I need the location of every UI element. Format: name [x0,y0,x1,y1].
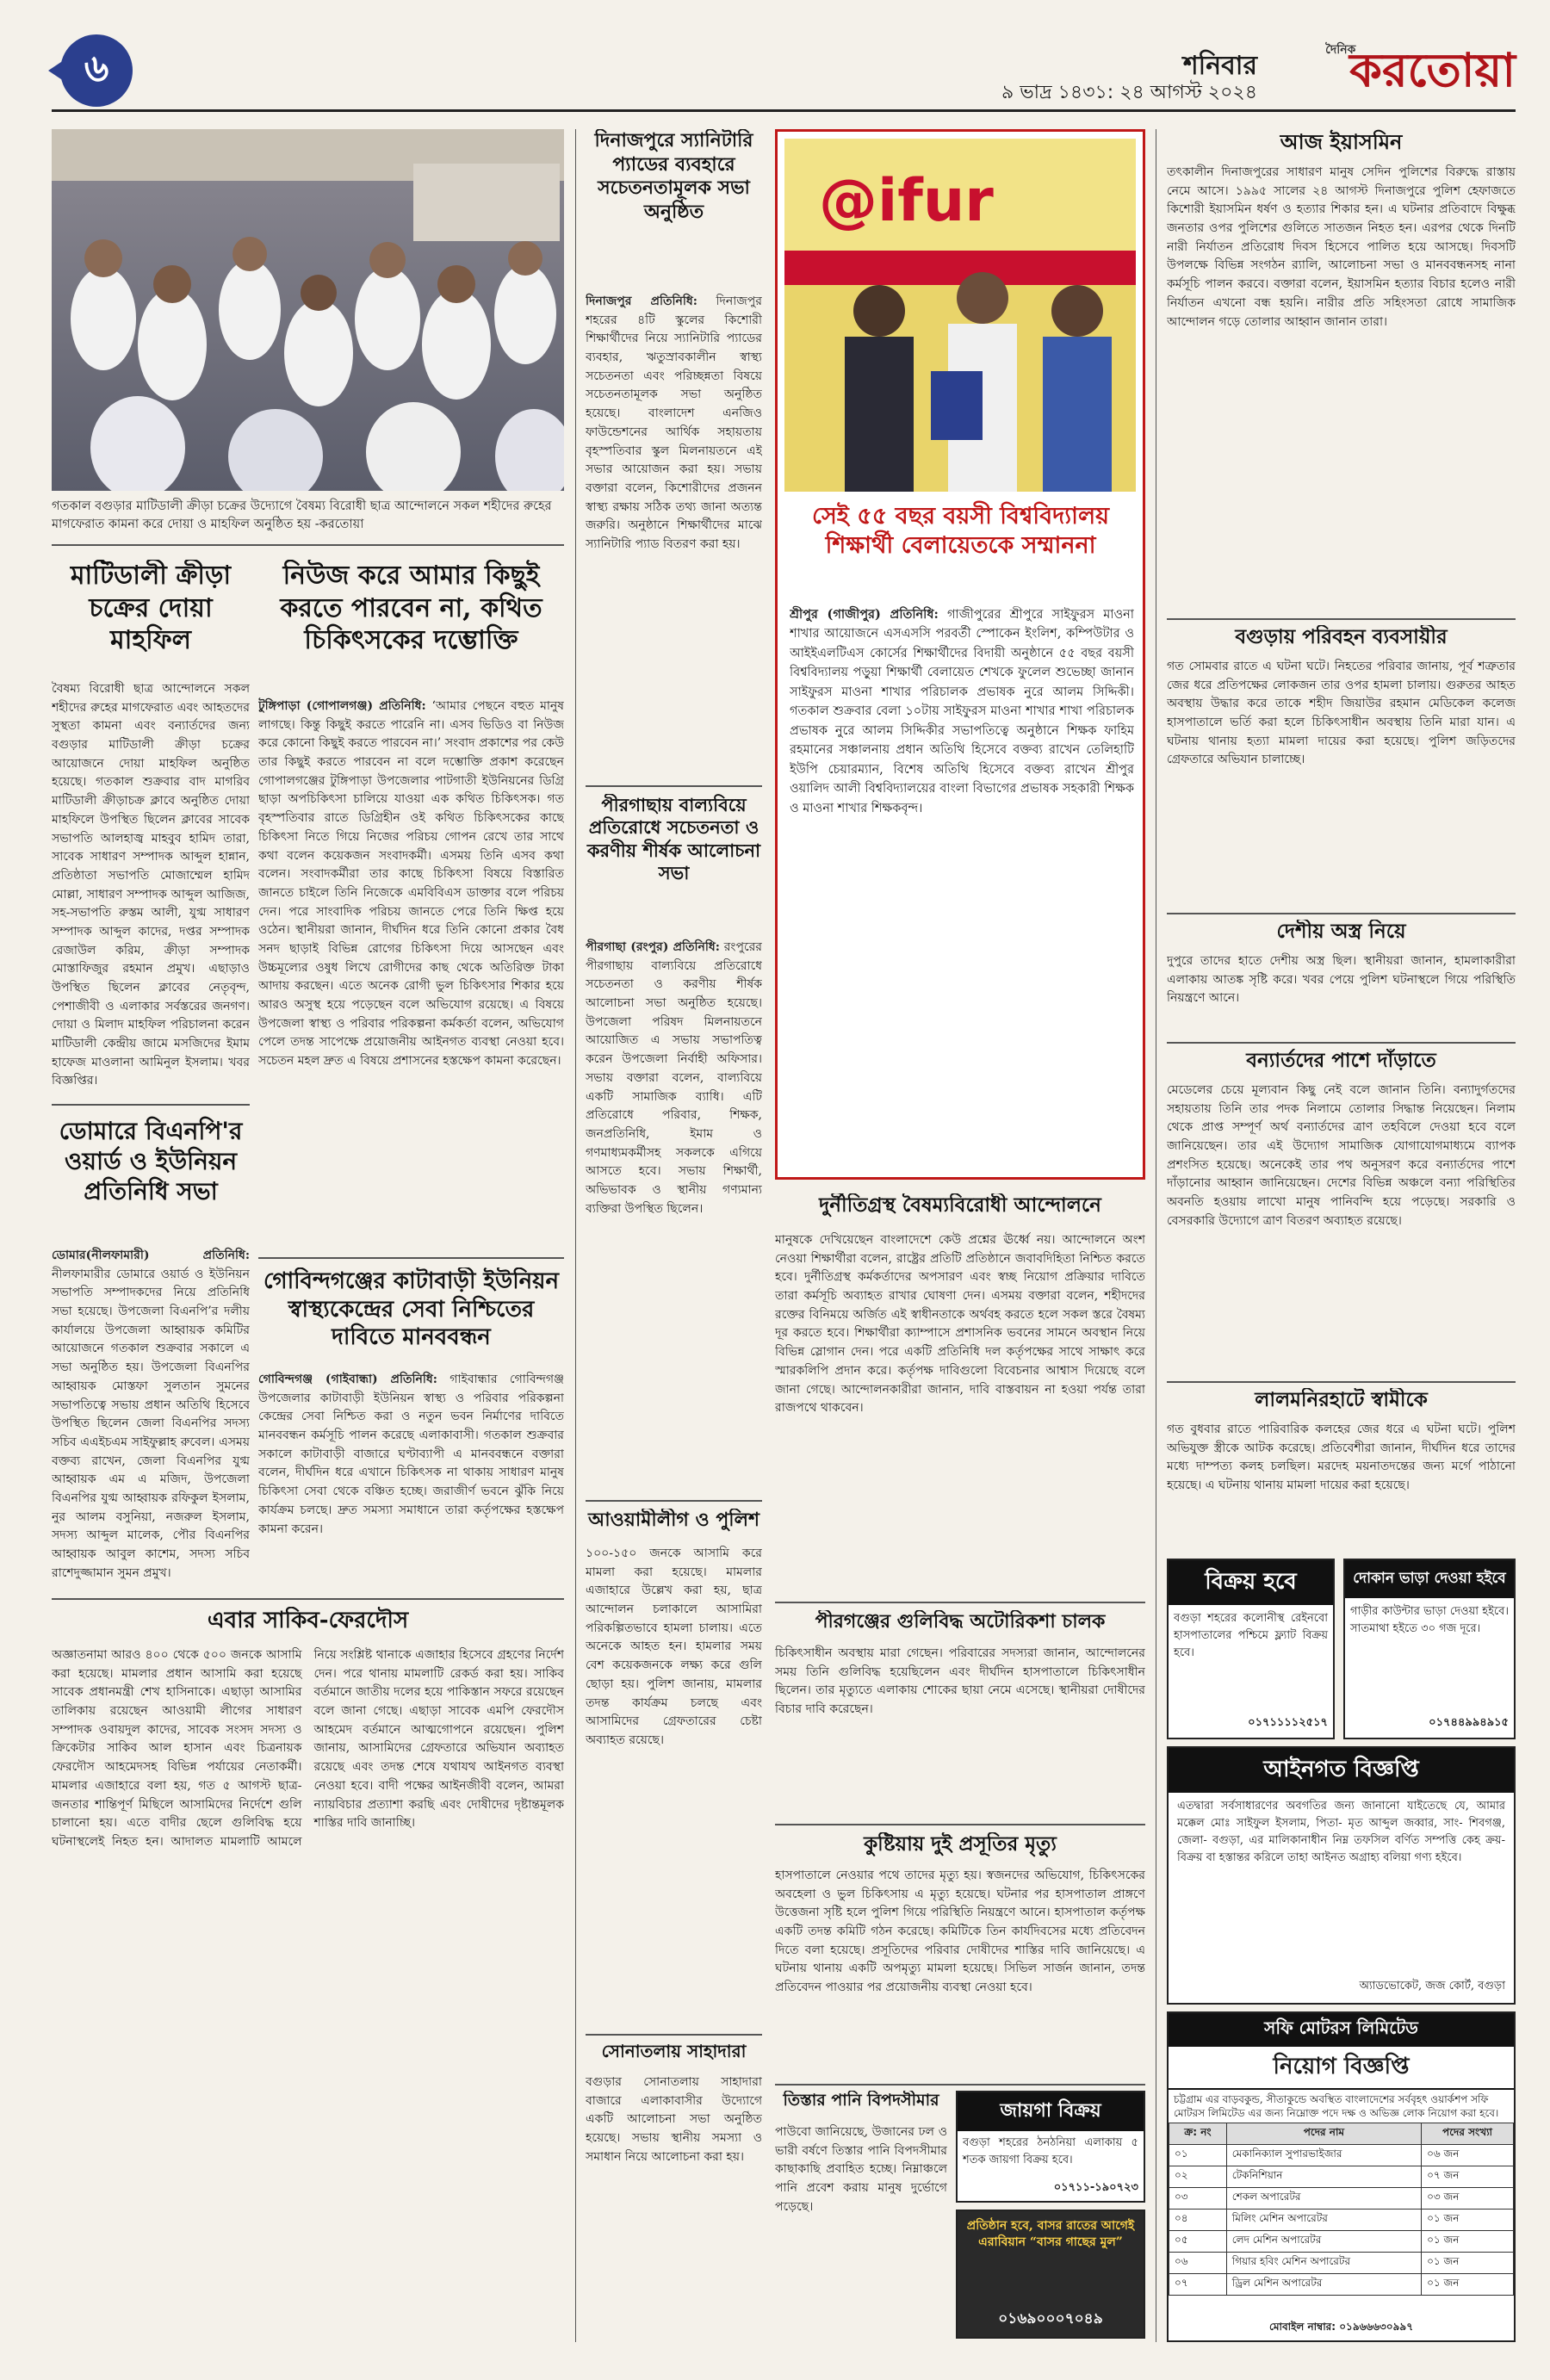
deshio-headline: দেশীয় অস্ত্র নিয়ে [1276,920,1406,943]
matidali-body: বৈষম্য বিরোধী ছাত্র আন্দোলনে সকল শহীদের রুহের মাগফেরাত এবং আহতদের সুস্থতা কামনা এবং বন্যার্তদের জন্য বগুড়ার মাটিডালী ক্রীড়া চক্রের আয়োজনে দোয়া মাহফিল অনুষ্ঠিত হয়েছে। গতকাল শুক্রবার বাদ মাগরিব মাটিডালী ক্রীড়াচক্র ক্লাবে অনুষ্ঠিত দোয়া মাহফিলে উপস্থিত ছিলেন ক্লাবের সাবেক সভাপতি আলহাজ্ব মাহবুব হামিদ তারা, সাবেক সাধারণ সম্পাদক আব্দুল হান্নান, প্রতিষ্ঠাতা সভাপতি মোজাম্মেল হামিদ মোল্লা, সাধারণ সম্পাদক আব্দুল আজিজ, সহ-সভাপতি রুস্তম আলী, যুগ্ম সাধারণ সম্পাদক আব্দুল কাদের, দপ্তর সম্পাদক রেজাউল করিম, ক্রীড়া সম্পাদক মোস্তাফিজুর রহমান প্রমুখ। এছাড়াও উপস্থিত ছিলেন ক্লাবের নেতৃবৃন্দ, পেশাজীবী ও এলাকার সর্বস্তরের জনগণ। দোয়া ও মিলাদ মাহফিল পরিচালনা করেন মাটিডালী কেন্দ্রীয় জামে মসজিদের ইমাম হাফেজ মাওলানা আমিনুল ইসলাম। খবর বিজ্ঞপ্তির। [52,682,250,1088]
dinajpur-text: দিনাজপুর শহরের ৪টি স্কুলের কিশোরী শিক্ষার্থীদের নিয়ে স্যানিটারি প্যাডের ব্যবহার, ঋতুস্রাবকালীন স্বাস্থ্য সচেতনতা এবং পরিচ্ছন্নতা বিষয়ে সচেতনতামূলক সভা অনুষ্ঠিত হয়েছে। বাংলাদেশ এনজিও ফাউন্ডেশনের আর্থিক সহায়তায় বৃহস্পতিবার স্কুল মিলনায়তনে এই সভার আয়োজন করা হয়। সভায় বক্তারা বলেন, কিশোরীদের প্রজনন স্বাস্থ্য রক্ষায় সঠিক তথ্য জানা অত্যন্ত জরুরি। অনুষ্ঠানে শিক্ষার্থীদের মাঝে স্যানিটারি প্যাড বিতরণ করা হয়। [586,294,762,551]
table-cell: ০৩ [1169,2188,1227,2210]
sale-ad [1167,1559,1335,1739]
prayer-photo [52,129,564,491]
job-ad-title: নিয়োগ বিজ্ঞপ্তি [1169,2047,1514,2090]
legal-notice [1167,1746,1516,2005]
pirganj-headline: পীরগঞ্জের গুলিবিদ্ধ অটোরিকশা চালক [815,1610,1106,1633]
matidali-headline: মাটিডালী ক্রীড়া চক্রের দোয়া মাহফিল [70,561,232,655]
lalmonirhat-body: গত বুধবার রাতে পারিবারিক কলহের জের ধরে এ ঘটনা ঘটে। পুলিশ অভিযুক্ত স্ত্রীকে আটক করেছে। প্রতিবেশীরা জানান, দীর্ঘদিন ধরে তাদের মধ্যে দাম্পত্য কলহ চলছিল। মরদেহ ময়নাতদন্তের জন্য মর্গে পাঠানো হয়েছে। এ ঘটনায় থানায় মামলা দায়ের করা হয়েছে। [1167,1422,1516,1493]
rent-ad [1343,1559,1516,1739]
logo-prefix: দৈনিক [1325,43,1356,57]
job-ad [1167,2011,1516,2342]
page-number: ৬ [60,34,133,107]
job-table [1169,2123,1514,2296]
table-cell: মিলিং মেশিন অপারেটর [1226,2210,1421,2231]
dinajpur-dateline: দিনাজপুর প্রতিনিধি: [586,294,698,308]
islam-body: তৎকালীন দিনাজপুরের সাধারণ মানুষ সেদিন পুলিশের বিরুদ্ধে রাস্তায় নেমে আসে। ১৯৯৫ সালের ২৪ আগস্ট দিনাজপুরে পুলিশ হেফাজতে কিশোরী ইয়াসমিন ধর্ষণ ও হত্যার শিকার হন। এ ঘটনার প্রতিবাদে বিক্ষুব্ধ জনতার ওপর পুলিশের গুলিতে সাতজন নিহত হন। এরপর থেকে দিনটি নারী নির্যাতন প্রতিরোধ দিবস হিসেবে পালিত হয়ে আসছে। দিবসটি উপলক্ষে বিভিন্ন সংগঠন র‌্যালি, আলোচনা সভা ও মানববন্ধনসহ নানা কর্মসূচি পালন করবে। বক্তারা বলেন, ইয়াসমিন হত্যার বিচার হলেও নারী নির্যাতন এখনো বন্ধ হয়নি। নারীর প্রতি সহিংসতা রোধে সামাজিক আন্দোলন গড়ে তোলার আহ্বান জানান তারা। [1167,165,1516,329]
table-cell: ০৩ জন [1422,2188,1514,2210]
news-text: ‘আমার পেছনে বহুত মানুষ লাগছে। কিন্তু কিছুই করতে পারেনি না। এসব ভিডিও বা নিউজ করে কোনো কিছুই করতে পারবেন না।’ সংবাদ প্রকাশের পর কেউ তার কিছুই করতে পারবেন না বলে দম্ভোক্তি প্রকাশ করেছেন গোপালগঞ্জের টুঙ্গিপাড়া উপজেলার পাটগাতী ইউনিয়নের ডিগ্রি ছাড়া অপচিকিৎসা চালিয়ে যাওয়া এক কথিত চিকিৎসক। গত বৃহস্পতিবার রাতে ডিগ্রিহীন ওই কথিত চিকিৎসকের কাছে চিকিৎসা নিতে গিয়ে নিজের পরিচয় গোপন রেখে তার সাথে কথা বলেন কয়েকজন সংবাদকর্মী। এসময় তিনি এসব কথা বলেন। সংবাদকর্মীরা তার কাছে চিকিৎসা বিষয়ে বিস্তারিত জানতে চাইলে তিনি নিজেকে এমবিবিএস ডাক্তার বলে পরিচয় দেন। পরে সাংবাদিক পরিচয় জানতে পেরে তিনি ক্ষিপ্ত হয়ে ওঠেন। স্থানীয়রা জানান, দীর্ঘদিন ধরে তিনি কোনো প্রকার বৈধ সনদ ছাড়াই বিভিন্ন রোগের চিকিৎসা দিয়ে আসছেন এবং উচ্চমূল্যের ওষুধ লিখে রোগীদের কাছ থেকে অতিরিক্ত টাকা আদায় করছেন। এতে অনেক রোগী ভুল চিকিৎসার শিকার হয়ে আরও অসুস্থ হয়ে পড়েছেন বলে অভিযোগ রয়েছে। এ বিষয়ে উপজেলা স্বাস্থ্য ও পরিবার পরিকল্পনা কর্মকর্তা বলেন, অভিযোগ পেলে তদন্ত সাপেক্ষে প্রয়োজনীয় আইনগত ব্যবস্থা নেওয়া হবে। সচেতন মহল দ্রুত এ বিষয়ে প্রশাসনের হস্তক্ষেপ কামনা করেছেন। [258,699,564,1069]
pirgachha-headline: পীরগাছায় বাল্যবিয়ে প্রতিরোধে সচেতনতা ও করণীয় শীর্ষক আলোচনা সভা [586,794,761,883]
sonatola-body: বগুড়ার সোনাতলায় সাহাদারা বাজারে এলাকাবাসীর উদ্যোগে একটি আলোচনা সভা অনুষ্ঠিত হয়েছে। সভায় স্থানীয় সমস্যা ও সমাধান নিয়ে আলোচনা করা হয়। [586,2075,762,2164]
durnity-headline: দুর্নীতিগ্রস্থ বৈষম্যবিরোধী আন্দোলনে [819,1193,1101,1217]
sakib-body: অজ্ঞাতনামা আরও ৪০০ থেকে ৫০০ জনকে আসামি করা হয়েছে। মামলার প্রধান আসামি করা হয়েছে সাবেক প্রধানমন্ত্রী শেখ হাসিনাকে। এছাড়া আসামির তালিকায় রয়েছেন আওয়ামী লীগের সাধারণ সম্পাদক ওবায়দুল কাদের, সাবেক সংসদ সদস্য ও ক্রিকেটার সাকিব আল হাসান এবং চিত্রনায়ক ফেরদৌস আহমেদসহ বিভিন্ন পর্যায়ের নেতাকর্মী। মামলার এজাহারে বলা হয়, গত ৫ আগস্ট ছাত্র-জনতার শান্তিপূর্ণ মিছিলে আসামিদের নির্দেশে গুলি চালানো হয়। এতে বাদীর ছেলে গুলিবিদ্ধ হয়ে ঘটনাস্থলেই নিহত হন। আদালত মামলাটি আমলে নিয়ে সংশ্লিষ্ট থানাকে এজাহার হিসেবে গ্রহণের নির্দেশ দেন। পরে থানায় মামলাটি রেকর্ড করা হয়। সাকিব বর্তমানে জাতীয় দলের হয়ে পাকিস্তান সফরে রয়েছেন বলে জানা গেছে। এছাড়া সাবেক এমপি ফেরদৌস আহমেদ বর্তমানে আত্মগোপনে রয়েছেন। পুলিশ জানায়, আসামিদের গ্রেফতারে অভিযান অব্যাহত রয়েছে এবং তদন্ত শেষে যথাযথ আইনগত ব্যবস্থা নেওয়া হবে। বাদী পক্ষের আইনজীবী বলেন, আমরা ন্যায়বিচার প্রত্যাশা করছি এবং দোষীদের দৃষ্টান্তমূলক শাস্তির দাবি জানাচ্ছি। [52,1648,564,1849]
legal-notice-signature: অ্যাডভোকেট, জজ কোর্ট, বগুড়া [1359,1980,1505,1993]
job-col-post: পদের নাম [1226,2123,1421,2145]
logo-text: করতোয়া [1349,42,1516,97]
awami-police-headline: আওয়ামীলীগ ও পুলিশ [588,1509,760,1531]
table-cell: ০৫ [1169,2231,1227,2253]
teesta-headline: তিস্তার পানি বিপদসীমার [783,2091,939,2110]
table-cell: গিয়ার হবিং মেশিন অপারেটর [1226,2253,1421,2274]
table-row [1169,2231,1514,2253]
sreepur-dateline: শ্রীপুর (গাজীপুর) প্রতিনিধি: [790,607,939,622]
dinajpur-headline: দিনাজপুরে স্যানিটারি প্যাডের ব্যবহারে সচেতনতামূলক সভা অনুষ্ঠিত [594,129,753,223]
table-row [1169,2274,1514,2296]
news-dateline: টুঙ্গিপাড়া (গোপালগঞ্জ) প্রতিনিধি: [258,699,426,713]
teesta-body: পাউবো জানিয়েছে, উজানের ঢল ও ভারী বর্ষণে তিস্তার পানি বিপদসীমার কাছাকাছি প্রবাহিত হচ্ছে। নিম্নাঞ্চলে পানি প্রবেশ করায় মানুষ দুর্ভোগে পড়েছে। [775,2125,947,2214]
table-cell: ০৭ [1169,2274,1227,2296]
bogura-transport-body: গত সোমবার রাতে এ ঘটনা ঘটে। নিহতের পরিবার জানায়, পূর্ব শত্রুতার জের ধরে প্রতিপক্ষের লোকজন তার ওপর হামলা চালায়। গুরুতর আহত অবস্থায় উদ্ধার করে তাকে শহীদ জিয়াউর রহমান মেডিকেল কলেজ হাসপাতালে ভর্তি করা হলে চিকিৎসাধীন অবস্থায় তিনি মারা যান। এ ঘটনায় থানায় হত্যা মামলা দায়ের করা হয়েছে। পুলিশ জড়িতদের গ্রেফতারে অভিযান চালাচ্ছে। [1167,660,1516,767]
land-sale-title: জায়গা বিক্রয় [958,2092,1144,2131]
kushtia-body: হাসপাতালে নেওয়ার পথে তাদের মৃত্যু হয়। স্বজনদের অভিযোগ, চিকিৎসকের অবহেলা ও ভুল চিকিৎসায় এ মৃত্যু হয়েছে। ঘটনার পর হাসপাতাল প্রাঙ্গণে উত্তেজনা সৃষ্টি হলে পুলিশ গিয়ে পরিস্থিতি নিয়ন্ত্রণে আনে। হাসপাতাল কর্তৃপক্ষ একটি তদন্ত কমিটি গঠন করেছে। কমিটিকে তিন কার্যদিবসের মধ্যে প্রতিবেদন দিতে বলা হয়েছে। প্রসূতিদের পরিবার দোষীদের শাস্তির দাবি জানিয়েছে। এ ঘটনায় থানায় একটি অপমৃত্যু মামলা হয়েছে। সিভিল সার্জন জানান, তদন্ত প্রতিবেদন পাওয়ার পর প্রয়োজনীয় ব্যবস্থা নেওয়া হবে। [775,1869,1145,1995]
legal-notice-body: এতদ্বারা সর্বসাধারণের অবগতির জন্য জানানো যাইতেছে যে, আমার মক্কেল মোঃ সাইফুল ইসলাম, পিতা- মৃত আব্দুল জব্বার, সাং- শিবগঞ্জ, জেলা- বগুড়া, এর মালিকানাধীন নিম্ন তফসিল বর্ণিত সম্পত্তি কেহ ক্রয়-বিক্রয় বা হস্তান্তর করিলে তাহা আইনত অগ্রাহ্য বলিয়া গণ্য হইবে। [1177,1800,1505,1865]
gobindaganj-text: গাইবান্ধার গোবিন্দগঞ্জ উপজেলার কাটাবাড়ী ইউনিয়ন স্বাস্থ্য ও পরিবার পরিকল্পনা কেন্দ্রের সেবা নিশ্চিত করা ও নতুন ভবন নির্মাণের দাবিতে মানববন্ধন কর্মসূচি পালন করেছে এলাকাবাসী। গতকাল শুক্রবার সকালে কাটাবাড়ী বাজারে ঘণ্টাব্যাপী এ মানববন্ধনে বক্তারা বলেন, দীর্ঘদিন ধরে এখানে চিকিৎসক না থাকায় সাধারণ মানুষ চিকিৎসা সেবা থেকে বঞ্চিত হচ্ছে। জরাজীর্ণ ভবনে ঝুঁকি নিয়ে কার্যক্রম চলছে। দ্রুত সমস্যা সমাধানে তারা কর্তৃপক্ষের হস্তক্ষেপ কামনা করেন। [258,1373,564,1536]
legal-notice-title: আইনগত বিজ্ঞপ্তি [1169,1748,1514,1793]
pirgachha-body [586,939,762,1584]
bottom-ad-phone: ০১৬৯০০০৭০৪৯ [998,2310,1103,2327]
land-sale-phone: ০১৭১১-১৯০৭২৩ [1053,2181,1138,2194]
domar-dateline: ডোমার(নীলফামারী) প্রতিনিধি: [52,1249,250,1262]
rent-ad-title: দোকান ভাড়া দেওয়া হইবে [1345,1560,1514,1598]
dinajpur-body [586,293,762,775]
masthead [52,34,1516,112]
table-row [1169,2188,1514,2210]
prayer-photo-caption: গতকাল বগুড়ার মাটিডালী ক্রীড়া চক্রের উদ্যোগে বৈষম্য বিরোধী ছাত্র আন্দোলনে সকল শহীদের রুহের মাগফেরাত কামনা করে দোয়া ও মাহফিল অনুষ্ঠিত হয় -করতোয়া [52,499,552,532]
header-date: ৯ ভাদ্র ১৪৩১: ২৪ আগস্ট ২০২৪ [1001,82,1257,103]
deshio-body: দুপুরে তাদের হাতে দেশীয় অস্ত্র ছিল। স্থানীয়রা জানান, হামলাকারীরা এলাকায় আতঙ্ক সৃষ্টি করে। খবর পেয়ে পুলিশ ঘটনাস্থলে গিয়ে পরিস্থিতি নিয়ন্ত্রণে আনে। [1167,954,1516,1006]
newspaper-logo [1325,34,1516,112]
job-ad-contact: মোবাইল নাম্বার: ০১৯৬৬৬৩০৯৯৭ [1268,2321,1414,2333]
rent-ad-phone: ০১৭৪৪৯৯৪৯১৫ [1429,1716,1509,1729]
table-row [1169,2145,1514,2166]
sonatola-headline: সোনাতলায় সাহাদারা [601,2041,747,2061]
table-cell: ০১ জন [1422,2210,1514,2231]
sale-ad-body: বগুড়া শহরের কলোনীস্থ রেইনবো হাসপাতালের পশ্চিমে ফ্ল্যাট বিক্রয় হবে। [1174,1612,1328,1660]
table-cell: ০৬ [1169,2253,1227,2274]
domar-text: নীলফামারীর ডোমারে ওয়ার্ড ও ইউনিয়ন সভাপতি সম্পাদকদের নিয়ে প্রতিনিধি সভা হয়েছে। উপজেলা বিএনপি’র দলীয় কার্যালয়ে উপজেলা আহ্বায়ক কমিটির আয়োজনে গতকাল শুক্রবার সকালে এ সভা অনুষ্ঠিত হয়। উপজেলা বিএনপির আহ্বায়ক মোস্তফা সুলতান সুমনের সভাপতিত্বে সভায় প্রধান অতিথি হিসেবে উপস্থিত ছিলেন জেলা বিএনপির সদস্য সচিব এএইচএম সাইফুল্লাহ রুবেল। এসময় বক্তব্য রাখেন, জেলা বিএনপির যুগ্ম আহ্বায়ক এম এ মজিদ, উপজেলা বিএনপির যুগ্ম আহ্বায়ক রফিকুল ইসলাম, নুর আলম বসুনিয়া, নজরুল ইসলাম, সদস্য আব্দুল মালেক, পৌর বিএনপির আহ্বায়ক আবুল কাশেম, সদস্য সচিব রাশেদুজ্জামান সুমন প্রমুখ। [52,1267,250,1580]
flood-body: মেডেলের চেয়ে মূল্যবান কিছু নেই বলে জানান তিনি। বন্যাদুর্গতদের সহায়তায় তিনি তার পদক নিলামে তোলার সিদ্ধান্ত নিয়েছেন। নিলাম থেকে প্রাপ্ত সম্পূর্ণ অর্থ বন্যার্তদের ত্রাণ তহবিলে দেওয়া হবে বলে জানিয়েছেন। তার এই উদ্যোগ সামাজিক যোগাযোগমাধ্যমে ব্যাপক প্রশংসিত হয়েছে। অনেকেই তার পথ অনুসরণ করে বন্যার্তদের পাশে দাঁড়ানোর আহ্বান জানিয়েছেন। দেশের বিভিন্ন অঞ্চলে বন্যা পরিস্থিতির অবনতি হওয়ায় লাখো মানুষ পানিবন্দি হয়ে পড়েছে। সরকারি ও বেসরকারি উদ্যোগে ত্রাণ বিতরণ অব্যাহত রয়েছে। [1167,1083,1516,1228]
islam-headline: আজ ইয়াসমিন [1280,129,1403,154]
sreepur-story-box [775,129,1145,1180]
table-cell: শেকল অপারেটর [1226,2188,1421,2210]
table-cell: টেকনিশিয়ান [1226,2166,1421,2188]
sreepur-headline: সেই ৫৫ বছর বয়সী বিশ্ববিদ্যালয় শিক্ষার্থী বেলায়েতকে সম্মাননা [812,503,1109,559]
svg-text:@ifur: @ifur [819,167,994,235]
bottom-ad [956,2210,1145,2339]
domar-body [52,1247,250,1591]
table-cell: লেদ মেশিন অপারেটর [1226,2231,1421,2253]
gobindaganj-body [258,1371,564,1586]
durnity-body: মানুষকে দেখিয়েছেন বাংলাদেশে কেউ প্রশ্নের ঊর্ধ্বে নয়। আন্দোলনে অংশ নেওয়া শিক্ষার্থীরা বলেন, রাষ্ট্রের প্রতিটি প্রতিষ্ঠানে জবাবদিহিতা নিশ্চিত করতে হবে। দুর্নীতিগ্রস্থ কর্মকর্তাদের অপসারণ এবং স্বচ্ছ নিয়োগ প্রক্রিয়ার দাবিতে তারা কর্মসূচি অব্যাহত রাখার ঘোষণা দেন। এসময় বক্তারা বলেন, শহীদদের রক্তের বিনিময়ে অর্জিত এই স্বাধীনতাকে অর্থবহ করতে হলে সকল স্তরে বৈষম্য দূর করতে হবে। শিক্ষার্থীরা ক্যাম্পাসে প্রশাসনিক ভবনের সামনে অবস্থান নিয়ে বিভিন্ন স্লোগান দেন। পরে একটি প্রতিনিধি দল কর্তৃপক্ষের সাথে সাক্ষাৎ করে স্মারকলিপি প্রদান করে। কর্তৃপক্ষ দাবিগুলো বিবেচনার আশ্বাস দিয়েছে বলে জানা গেছে। আন্দোলনকারীরা জানান, দাবি বাস্তবায়ন না হওয়া পর্যন্ত তারা রাজপথে থাকবেন। [775,1233,1145,1416]
table-cell: ০১ [1169,2145,1227,2166]
pirgachha-dateline: পীরগাছা (রংপুর) প্রতিনিধি: [586,940,720,954]
sreepur-photo [784,139,1136,492]
table-cell: ০৬ জন [1422,2145,1514,2166]
land-sale-ad [956,2091,1145,2203]
award-photo-illustration [784,139,1136,492]
sale-ad-phone: ০১৭১১১১২৫১৭ [1248,1716,1328,1729]
sale-ad-title: বিক্রয় হবে [1169,1560,1333,1605]
flood-headline: বন্যার্তদের পাশে দাঁড়াতে [1246,1049,1436,1072]
table-cell: ড্রিল মেশিন অপারেটর [1226,2274,1421,2296]
table-cell: ০২ [1169,2166,1227,2188]
bottom-ad-title: প্রতিষ্ঠান হবে, বাসর রাতের আগেই এরাবিয়ান “বাসর গাছের মুল” [966,2219,1135,2249]
sreepur-text: গাজীপুরের শ্রীপুরে সাইফুরস মাওনা শাখার আয়োজনে এসএসসি পরবর্তী স্পোকেন ইংলিশ, কম্পিউটার ও আইইএলটিএস কোর্সের শিক্ষার্থীদের বিদায়ী অনুষ্ঠানে ৫৫ বছর বয়সী বিশ্ববিদ্যালয় পড়ুয়া শিক্ষার্থী বেলায়েত শেখকে ফুলেল শুভেচ্ছা জানান সাইফুরস মাওনা শাখার পরিচালক প্রভাষক নুরে আলম সিদ্দিকী। গতকাল শুক্রবার বেলা ১০টায় সাইফুরস মাওনা শাখার শাখা পরিচালক প্রভাষক নুরে আলম সিদ্দিকীর সভাপতিত্বে অনুষ্ঠানে শিক্ষক ফাহিম রহমানের সঞ্চালনায় প্রধান অতিথি হিসেবে বক্তব্য রাখেন তেলিহাটি ইউপি চেয়ারম্যান, বিশেষ অতিথি হিসেবে বক্তব্য রাখেন শ্রীপুর ওয়ালিদ আলী বিশ্ববিদ্যালয়ের বাংলা বিভাগের প্রভাষক সহকারী শিক্ষক ও মাওনা শাখার শিক্ষকবৃন্দ। [790,608,1134,815]
job-col-count: পদের সংখ্যা [1422,2123,1514,2145]
kushtia-headline: কুষ্টিয়ায় দুই প্রসূতির মৃত্যু [864,1832,1057,1856]
table-cell: ০৪ [1169,2210,1227,2231]
lalmonirhat-headline: লালমনিরহাটে স্বামীকে [1255,1388,1428,1411]
awami-police-body: ১০০-১৫০ জনকে আসামি করে মামলা করা হয়েছে। মামলার এজাহারে উল্লেখ করা হয়, ছাত্র আন্দোলন চলাকালে আসামিরা পরিকল্পিতভাবে হামলা চালায়। এতে অনেকে আহত হন। হামলার সময় বেশ কয়েকজনকে লক্ষ্য করে গুলি ছোড়া হয়। পুলিশ জানায়, মামলার তদন্ত কার্যক্রম চলছে এবং আসামিদের গ্রেফতারের চেষ্টা অব্যাহত রয়েছে। [586,1546,762,1747]
job-ad-company: সফি মোটরস লিমিটেড [1169,2013,1514,2047]
table-row [1169,2166,1514,2188]
prayer-photo-illustration [52,129,564,491]
job-ad-intro: চট্টগ্রাম এর বাড়বকুন্ড, সীতাকুন্ডে অবস্থিত বাংলাদেশের সর্ববৃহৎ ওয়ার্কশপ সফি মোটরস লিমিটেড এর জন্য নিম্নোক্ত পদে দক্ষ ও অভিজ্ঞ লোক নিয়োগ করা হবে। [1174,2093,1499,2120]
table-cell: ০১ জন [1422,2231,1514,2253]
sakib-headline: এবার সাকিব-ফেরদৌস [207,1608,409,1633]
bogura-transport-headline: বগুড়ায় পরিবহন ব্যবসায়ীর [1235,625,1448,648]
table-row [1169,2253,1514,2274]
gobindaganj-dateline: গোবিন্দগঞ্জ (গাইবান্ধা) প্রতিনিধি: [258,1373,437,1386]
table-row [1169,2210,1514,2231]
rent-ad-body: গাড়ীর কাউন্টার ভাড়া দেওয়া হইবে। সাতমাথা হইতে ৩০ গজ দূরে। [1350,1605,1509,1636]
news-headline: নিউজ করে আমার কিছুই করতে পারবেন না, কথিত চিকিৎসকের দম্ভোক্তি [280,561,542,655]
land-sale-body: বগুড়া শহরের ঠনঠনিয়া এলাকায় ৫ শতক জায়গা বিক্রয় হবে। [963,2136,1138,2167]
table-cell: মেকানিক্যাল সুপারভাইজার [1226,2145,1421,2166]
pirganj-body: চিকিৎসাধীন অবস্থায় মারা গেছেন। পরিবারের সদস্যরা জানান, আন্দোলনের সময় তিনি গুলিবিদ্ধ হয়েছিলেন এবং দীর্ঘদিন হাসপাতালে চিকিৎসাধীন ছিলেন। তার মৃত্যুতে এলাকায় শোকের ছায়া নেমে এসেছে। স্থানীয়রা দোষীদের বিচার দাবি করেছেন। [775,1646,1145,1717]
table-cell: ০৭ জন [1422,2166,1514,2188]
job-col-serial: ক্র: নং [1169,2123,1227,2145]
table-cell: ০১ জন [1422,2274,1514,2296]
news-body [258,697,564,1249]
header-day: শনিবার [1182,51,1257,81]
table-cell: ০১ জন [1422,2253,1514,2274]
sreepur-body [790,605,1134,1165]
pirgachha-text: রংপুরের পীরগাছায় বাল্যবিয়ে প্রতিরোধে সচেতনতা ও করণীয় শীর্ষক আলোচনা সভা অনুষ্ঠিত হয়েছে। উপজেলা পরিষদ মিলনায়তনে আয়োজিত এ সভায় সভাপতিত্ব করেন উপজেলা নির্বাহী অফিসার। সভায় বক্তারা বলেন, বাল্যবিয়ে একটি সামাজিক ব্যাধি। এটি প্রতিরোধে পরিবার, শিক্ষক, জনপ্রতিনিধি, ইমাম ও গণমাধ্যমকর্মীসহ সকলকে এগিয়ে আসতে হবে। সভায় শিক্ষার্থী, অভিভাবক ও স্থানীয় গণ্যমান্য ব্যক্তিরা উপস্থিত ছিলেন। [586,940,762,1216]
gobindaganj-headline: গোবিন্দগঞ্জের কাটাবাড়ী ইউনিয়ন স্বাস্থ্যকেন্দ্রের সেবা নিশ্চিতের দাবিতে মানববন্ধন [263,1268,560,1350]
domar-headline: ডোমারে বিএনপি'র ওয়ার্ড ও ইউনিয়ন প্রতিনিধি সভা [59,1117,243,1205]
